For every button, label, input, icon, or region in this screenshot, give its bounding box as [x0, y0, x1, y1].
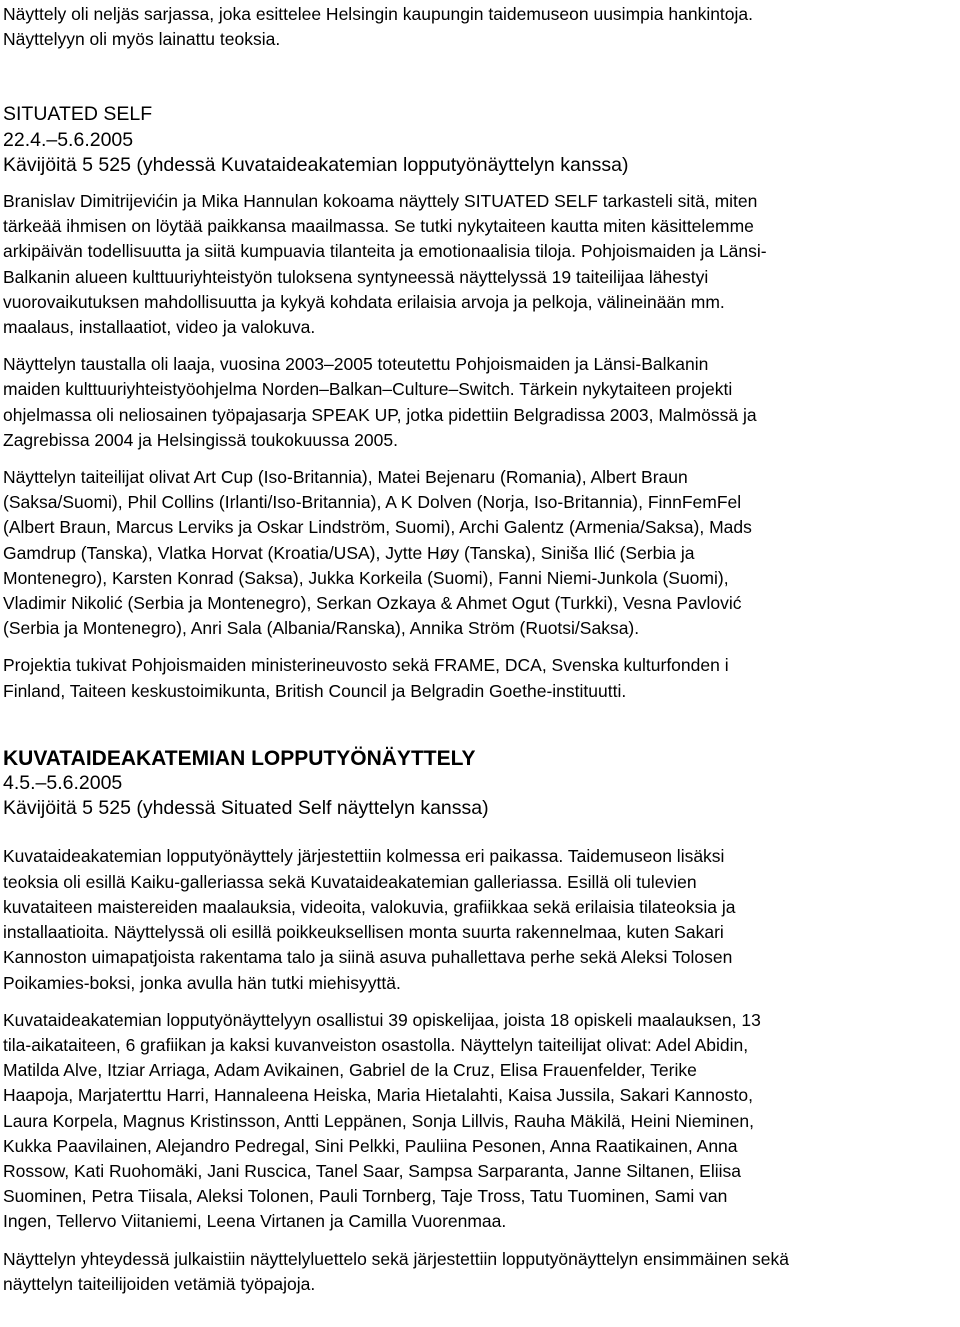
text-line: Näyttelyn taiteilijat olivat Art Cup (Iso-Britannia), Matei Bejenaru (Romania), Albert Braun: [3, 467, 688, 488]
text-line: Zagrebissa 2004 ja Helsingissä toukokuussa 2005.: [3, 429, 398, 450]
text-line: Kannoston uimapatjoista rakentama talo ja siinä asuva puhallettava perhe sekä Aleksi Tolosen: [3, 947, 733, 968]
text-line: Gamdrup (Tanska), Vlatka Horvat (Kroatia/USA), Jytte Høy (Tanska), Siniša Ilić (Serbia ja: [3, 542, 695, 563]
text-line: Näyttelyn yhteydessä julkaistiin näyttelyluettelo sekä järjestettiin lopputyönäyttelyn ensimmäinen sekä: [3, 1248, 789, 1269]
text-line: Ingen, Tellervo Viitaniemi, Leena Virtanen ja Camilla Vuorenmaa.: [3, 1211, 507, 1232]
text-line: (Serbia ja Montenegro), Anri Sala (Albania/Ranska), Annika Ström (Ruotsi/Saksa).: [3, 618, 640, 639]
section-visitors: Kävijöitä 5 525 (yhdessä Kuvataideakatemian lopputyönäyttelyn kanssa): [3, 153, 629, 176]
text-line: Kukka Paavilainen, Alejandro Pedregal, Sini Pelkki, Pauliina Pesonen, Anna Raatikainen, Anna: [3, 1135, 738, 1156]
paragraph: [3, 465, 955, 641]
text-line: Balkanin alueen kulttuuriyhteistyön tuloksena syntyneessä näyttelyssä 19 taiteilijaa lähestyi: [3, 266, 709, 287]
text-line: Haapoja, Marjaterttu Harri, Hannaleena Heiska, Maria Hietalahti, Kaisa Jussila, Sakari Kannosto,: [3, 1085, 753, 1106]
section-title: KUVATAIDEAKATEMIAN LOPPUTYÖNÄYTTELY: [3, 746, 476, 770]
text-line: Vladimir Nikolić (Serbia ja Montenegro), Serkan Ozkaya & Ahmet Ogut (Turkki), Vesna Pavlović: [3, 593, 742, 614]
text-line: maiden kulttuuriyhteistyöohjelma Norden–Balkan–Culture–Switch. Tärkein nykytaiteen projekti: [3, 379, 733, 400]
situated-self-section: [3, 102, 955, 703]
text-line: maalaus, installaatiot, video ja valokuva.: [3, 317, 316, 338]
text-line: Montenegro), Karsten Konrad (Saksa), Jukka Korkeila (Suomi), Fanni Niemi-Junkola (Suomi),: [3, 567, 729, 588]
text-line: (Saksa/Suomi), Phil Collins (Irlanti/Iso-Britannia), A K Dolven (Norja, Iso-Britannia), FinnFemFel: [3, 492, 742, 513]
section-dates: 22.4.–5.6.2005: [3, 128, 134, 151]
paragraph: [3, 352, 955, 453]
text-line: Näyttelyyn oli myös lainattu teoksia.: [3, 29, 281, 50]
text-line: arkipäivän todellisuutta ja siitä kumpuavia tilanteita ja emotionaalisia tiloja. Pohjoismaiden ja Länsi-: [3, 241, 767, 262]
text-line: Finland, Taiteen keskustoimikunta, British Council ja Belgradin Goethe-instituutti.: [3, 680, 627, 701]
section-visitors: Kävijöitä 5 525 (yhdessä Situated Self näyttelyn kanssa): [3, 797, 489, 820]
paragraph: [3, 1247, 955, 1297]
text-line: Projektia tukivat Pohjoismaiden ministerineuvosto sekä FRAME, DCA, Svenska kulturfonden i: [3, 655, 729, 676]
paragraph: [3, 189, 955, 340]
text-line: vuorovaikutuksen mahdollisuutta ja kykyä kohdata erilaisia arvoja ja pelkoja, välineinään mm.: [3, 291, 725, 312]
text-line: (Albert Braun, Marcus Lerviks ja Oskar Lindström, Suomi), Archi Galentz (Armenia/Saksa), Mads: [3, 517, 752, 538]
text-line: Poikamies-boksi, jonka avulla hän tutki miehisyyttä.: [3, 972, 401, 993]
paragraph: [3, 844, 955, 995]
text-line: Näyttelyn taustalla oli laaja, vuosina 2003–2005 toteutettu Pohjoismaiden ja Länsi-Balkanin: [3, 354, 709, 375]
paragraph: [3, 653, 955, 703]
text-line: Rossow, Kati Ruohomäki, Jani Ruscica, Tanel Saar, Sampsa Sarparanta, Janne Siltanen, Eliisa: [3, 1160, 741, 1181]
section-dates: 4.5.–5.6.2005: [3, 772, 123, 795]
text-line: Matilda Alve, Itziar Arriaga, Adam Avikainen, Gabriel de la Cruz, Elisa Frauenfelder, Terike: [3, 1060, 697, 1081]
text-line: Kuvataideakatemian lopputyönäyttelyyn osallistui 39 opiskelijaa, joista 18 opiskeli maalauksen, 13: [3, 1009, 761, 1030]
text-line: Näyttely oli neljäs sarjassa, joka esittelee Helsingin kaupungin taidemuseon uusimpia hankintoja.: [3, 4, 754, 24]
text-line: teoksia oli esillä Kaiku-galleriassa sekä Kuvataideakatemian galleriassa. Esillä oli tulevien: [3, 871, 697, 892]
text-line: tila-aikataiteen, 6 grafiikan ja kaksi kuvanveiston osastolla. Näyttelyn taiteilijat olivat: Adel Abidin,: [3, 1034, 749, 1055]
text-line: Suominen, Petra Tiisala, Aleksi Tolonen, Pauli Tornberg, Taje Tross, Tatu Tuominen, Sami van: [3, 1186, 728, 1207]
paragraph: [3, 1008, 955, 1235]
section-title: SITUATED SELF: [3, 103, 153, 126]
text-line: Kuvataideakatemian lopputyönäyttely järjestettiin kolmessa eri paikassa. Taidemuseon lisäksi: [3, 846, 725, 867]
text-line: installaatioita. Näyttelyssä oli esillä poikkeuksellisen monta suurta rakennelmaa, kuten Sakari: [3, 922, 724, 943]
text-line: näyttelyn taiteilijoiden vetämiä työpajoja.: [3, 1273, 316, 1294]
kuvataideakatemia-section: [3, 746, 955, 1297]
document-page: [3, 0, 955, 1297]
text-line: Laura Korpela, Magnus Kristinsson, Antti Leppänen, Sonja Lillvis, Rauha Mäkilä, Heini Nieminen,: [3, 1110, 754, 1131]
text-line: kuvataiteen maistereiden maalauksia, videoita, valokuvia, grafiikkaa sekä erilaisia tilateoksia ja: [3, 896, 736, 917]
intro-paragraph: [3, 2, 955, 52]
text-line: ohjelmassa oli neliosainen työpajasarja SPEAK UP, jotka pidettiin Belgradissa 2003, Malmössä ja: [3, 404, 757, 425]
text-line: Branislav Dimitrijevićin ja Mika Hannulan kokoama näyttely SITUATED SELF tarkasteli sitä, miten: [3, 191, 758, 212]
text-line: tärkeää ihmisen on löytää paikkansa maailmassa. Se tutki nykytaiteen kautta miten käsittelemme: [3, 216, 754, 237]
